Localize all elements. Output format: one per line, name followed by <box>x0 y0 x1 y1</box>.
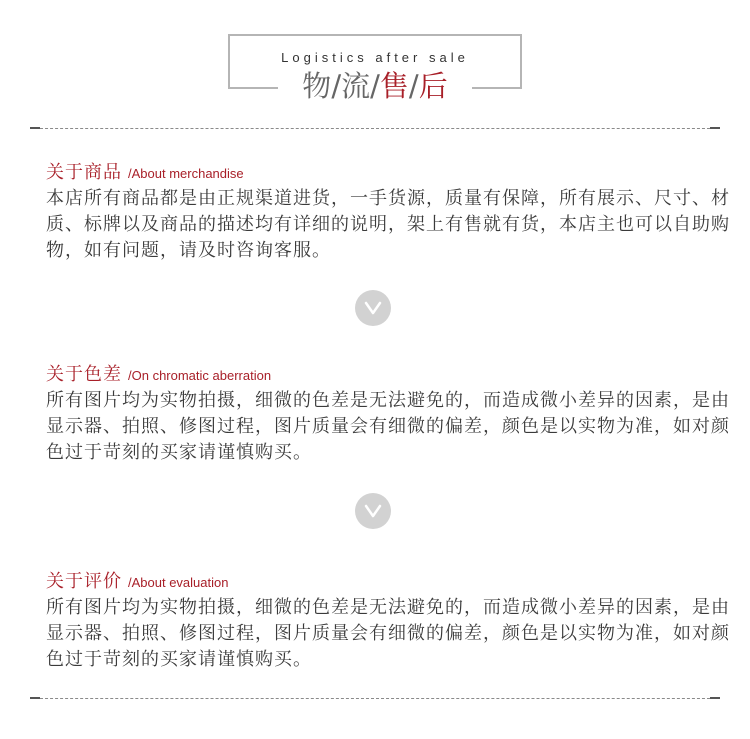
section-merchandise-title <box>46 158 244 184</box>
section-chromatic-body: 所有图片均为实物拍摄，细微的色差是无法避免的，而造成微小差异的因素，是由显示器、拍照、修图过程，图片质量会有细微的偏差，颜色是以实物为准，如对颜色过于苛刻的买家请谨慎购买。 <box>46 390 730 463</box>
chevron-down-icon <box>364 504 382 518</box>
title-char-accent: 后 <box>418 69 448 103</box>
section-title-en: /About evaluation <box>128 575 229 590</box>
header-line-right <box>472 87 522 89</box>
separator-circle <box>355 290 391 326</box>
title-char-accent: 售 <box>379 69 409 103</box>
section-title-cn: 关于色差 <box>46 364 122 385</box>
title-slash: / <box>370 69 380 103</box>
title-char: 物 <box>302 69 332 103</box>
divider-top <box>30 128 720 129</box>
section-merchandise-body: 本店所有商品都是由正规渠道进货，一手货源，质量有保障，所有展示、尺寸、材质、标牌以及商品的描述均有详细的说明，架上有售就有货，本店主也可以自助购物，如有问题，请及时咨询客服。 <box>46 188 730 261</box>
divider-bottom <box>30 698 720 699</box>
header-line-left <box>228 87 278 89</box>
section-title-en: /About merchandise <box>128 166 244 181</box>
section-evaluation-title <box>46 567 228 593</box>
chevron-down-icon <box>364 301 382 315</box>
section-title-en: /On chromatic aberration <box>128 368 272 383</box>
separator-circle <box>355 493 391 529</box>
title-slash: / <box>331 69 342 103</box>
title-slash: / <box>408 69 419 103</box>
section-evaluation-body: 所有图片均为实物拍摄，细微的色差是无法避免的，而造成微小差异的因素，是由显示器、拍照、修图过程，图片质量会有细微的偏差，颜色是以实物为准，如对颜色过于苛刻的买家请谨慎购买。 <box>46 597 730 670</box>
title-char: 流 <box>341 69 371 103</box>
section-title-cn: 关于商品 <box>46 162 122 183</box>
header-subtitle: Logistics after sale <box>281 50 469 65</box>
section-title-cn: 关于评价 <box>46 571 122 592</box>
section-chromatic-title <box>46 360 271 386</box>
header-title <box>278 68 472 104</box>
